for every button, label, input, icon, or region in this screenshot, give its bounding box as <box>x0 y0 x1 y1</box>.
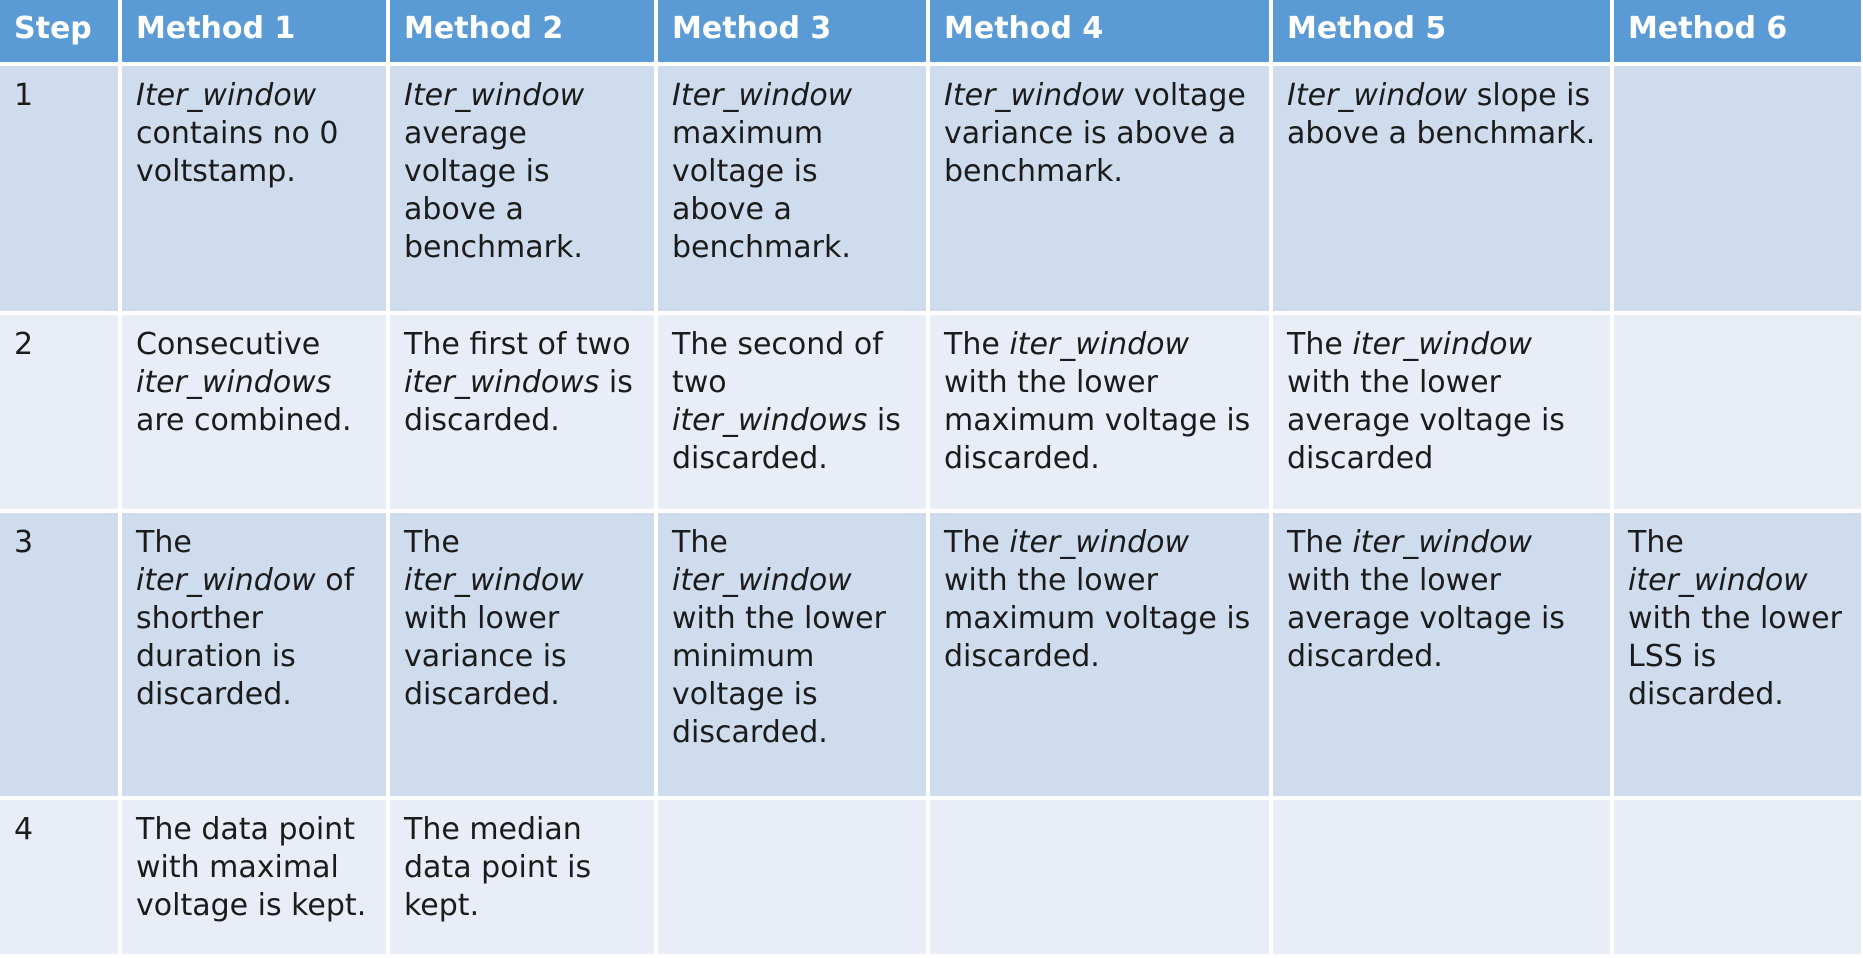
italic-term: iter_windows <box>136 364 332 400</box>
italic-term: iter_window <box>404 563 584 598</box>
step-cell: 1 <box>0 64 120 313</box>
italic-term: Iter_window <box>672 78 853 113</box>
italic-term: iter_window <box>136 563 316 598</box>
cell-text: slope is above a benchmark. <box>1287 78 1596 151</box>
method-1-cell <box>120 64 388 313</box>
method-6-cell <box>1612 313 1863 511</box>
italic-term: Iter_window <box>404 78 585 113</box>
cell-text: with lower variance is discarded. <box>404 601 567 712</box>
method-2-cell <box>388 511 656 798</box>
cell-text: with the lower minimum voltage is discarded. <box>672 601 886 750</box>
method-3-cell <box>656 313 928 511</box>
cell-text: are combined. <box>136 402 352 438</box>
cell-text: average voltage is above a benchmark. <box>404 116 583 265</box>
italic-term: iter_windows <box>404 364 600 400</box>
method-4-cell <box>928 313 1271 511</box>
method-6-cell <box>1612 798 1863 956</box>
cell-text: with the lower maximum voltage is discarded. <box>944 364 1251 476</box>
cell-text: The <box>404 525 460 560</box>
header-row <box>0 0 1863 64</box>
method-6-cell <box>1612 511 1863 798</box>
table-row-step-1 <box>0 64 1863 313</box>
header-step: Step <box>0 0 120 64</box>
cell-text: The second of two <box>672 326 883 400</box>
method-2-cell <box>388 798 656 956</box>
cell-text: Consecutive <box>136 326 321 362</box>
italic-term: iter_window <box>1352 525 1533 560</box>
cell-text: The <box>1628 525 1684 560</box>
cell-text: is discarded. <box>672 402 901 476</box>
italic-term: iter_window <box>1352 326 1533 362</box>
method-3-cell <box>656 511 928 798</box>
table-row-step-4 <box>0 798 1863 956</box>
header-method-2: Method 2 <box>388 0 656 64</box>
italic-term: Iter_window <box>1287 78 1468 113</box>
header-method-6: Method 6 <box>1612 0 1863 64</box>
cell-text: contains no 0 voltstamp. <box>136 116 339 189</box>
table-row-step-3 <box>0 511 1863 798</box>
header-method-1: Method 1 <box>120 0 388 64</box>
italic-term: Iter_window <box>944 78 1125 113</box>
italic-term: iter_windows <box>672 402 868 438</box>
method-2-cell <box>388 313 656 511</box>
cell-text: The first of two <box>404 326 631 362</box>
cell-text: with the lower LSS is discarded. <box>1628 601 1842 712</box>
cell-text: with the lower maximum voltage is discarded. <box>944 563 1251 674</box>
italic-term: iter_window <box>1628 563 1808 598</box>
cell-text: The <box>1287 525 1353 560</box>
method-3-cell <box>656 64 928 313</box>
method-3-cell <box>656 798 928 956</box>
cell-text: The median data point is kept. <box>404 812 592 924</box>
method-5-cell <box>1271 798 1612 956</box>
step-cell: 4 <box>0 798 120 956</box>
header-method-4: Method 4 <box>928 0 1271 64</box>
header-method-3: Method 3 <box>656 0 928 64</box>
cell-text: is discarded. <box>404 364 633 438</box>
method-1-cell <box>120 511 388 798</box>
header-method-5: Method 5 <box>1271 0 1612 64</box>
cell-text: The <box>1287 326 1353 362</box>
cell-text: The <box>136 525 192 560</box>
method-5-cell <box>1271 313 1612 511</box>
method-4-cell <box>928 798 1271 956</box>
method-1-cell <box>120 313 388 511</box>
cell-text: The <box>944 525 1010 560</box>
italic-term: Iter_window <box>136 78 317 113</box>
step-cell: 2 <box>0 313 120 511</box>
method-5-cell <box>1271 511 1612 798</box>
method-2-cell <box>388 64 656 313</box>
italic-term: iter_window <box>1009 525 1190 560</box>
cell-text: voltage variance is above a benchmark. <box>944 78 1246 189</box>
method-4-cell <box>928 64 1271 313</box>
cell-text: maximum voltage is above a benchmark. <box>672 116 851 265</box>
table-row-step-2 <box>0 313 1863 511</box>
italic-term: iter_window <box>1009 326 1190 362</box>
method-6-cell <box>1612 64 1863 313</box>
step-cell: 3 <box>0 511 120 798</box>
cell-text: with the lower average voltage is discarded <box>1287 364 1565 476</box>
table-body <box>0 64 1863 956</box>
italic-term: iter_window <box>672 563 852 598</box>
cell-text: The <box>672 525 728 560</box>
cell-text: with the lower average voltage is discarded. <box>1287 563 1565 674</box>
method-4-cell <box>928 511 1271 798</box>
cell-text: of shorther duration is discarded. <box>136 563 355 712</box>
method-1-cell <box>120 798 388 956</box>
cell-text: The data point with maximal voltage is kept. <box>136 812 367 924</box>
cell-text: The <box>944 326 1010 362</box>
method-5-cell <box>1271 64 1612 313</box>
